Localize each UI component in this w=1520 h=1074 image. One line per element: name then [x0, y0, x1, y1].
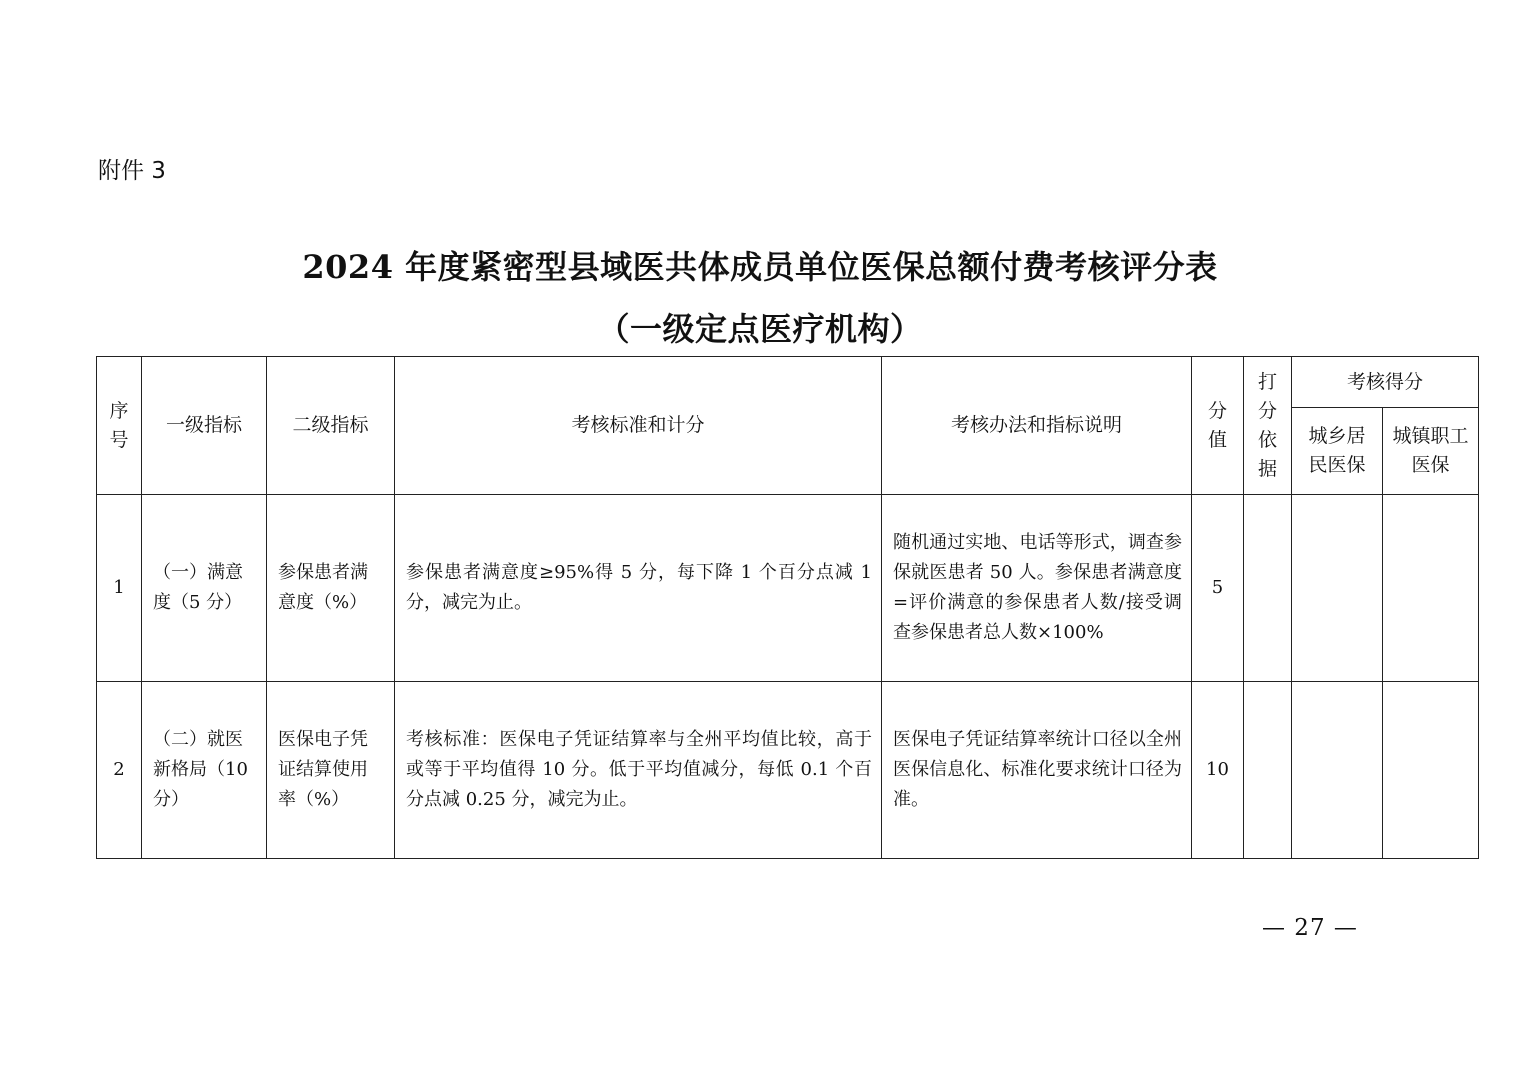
row-score-urban-rural — [1292, 495, 1383, 682]
row-level1: （一）满意度（5 分） — [142, 495, 267, 682]
row-criteria: 考核标准：医保电子凭证结算率与全州平均值比较，高于或等于平均值得 10 分。低于平均值减分，每低 0.1 个百分点减 0.25 分，减完为止。 — [395, 682, 882, 859]
row-basis — [1244, 682, 1292, 859]
row-score-urban-employee — [1383, 495, 1479, 682]
row-seq: 1 — [97, 495, 142, 682]
row-basis — [1244, 495, 1292, 682]
header-seq: 序号 — [97, 357, 142, 495]
header-level2: 二级指标 — [267, 357, 395, 495]
attachment-label: 附件 3 — [98, 158, 166, 184]
header-basis: 打分依据 — [1244, 357, 1292, 495]
table-row — [97, 682, 1479, 859]
row-method: 随机通过实地、电话等形式，调查参保就医患者 50 人。参保患者满意度=评价满意的参保患者人数/接受调查参保患者总人数×100% — [882, 495, 1192, 682]
row-level2: 医保电子凭证结算使用率（%） — [267, 682, 395, 859]
table-row — [97, 495, 1479, 682]
row-score-urban-employee — [1383, 682, 1479, 859]
page-number: — 27 — — [1262, 915, 1358, 941]
header-score-group: 考核得分 — [1292, 357, 1479, 408]
header-urban-employee: 城镇职工医保 — [1383, 408, 1479, 495]
document-title: 2024 年度紧密型县域医共体成员单位医保总额付费考核评分表 — [302, 248, 1218, 286]
header-method: 考核办法和指标说明 — [882, 357, 1192, 495]
header-level1: 一级指标 — [142, 357, 267, 495]
score-table — [96, 356, 1479, 859]
header-points: 分值 — [1192, 357, 1244, 495]
document-subtitle: （一级定点医疗机构） — [597, 310, 923, 348]
row-points: 5 — [1192, 495, 1244, 682]
row-points: 10 — [1192, 682, 1244, 859]
row-level2: 参保患者满意度（%） — [267, 495, 395, 682]
row-seq: 2 — [97, 682, 142, 859]
row-score-urban-rural — [1292, 682, 1383, 859]
header-criteria: 考核标准和计分 — [395, 357, 882, 495]
row-level1: （二）就医新格局（10 分） — [142, 682, 267, 859]
row-criteria: 参保患者满意度≥95%得 5 分，每下降 1 个百分点减 1 分，减完为止。 — [395, 495, 882, 682]
row-method: 医保电子凭证结算率统计口径以全州医保信息化、标准化要求统计口径为准。 — [882, 682, 1192, 859]
header-urban-rural: 城乡居民医保 — [1292, 408, 1383, 495]
table-header-row — [97, 357, 1479, 408]
